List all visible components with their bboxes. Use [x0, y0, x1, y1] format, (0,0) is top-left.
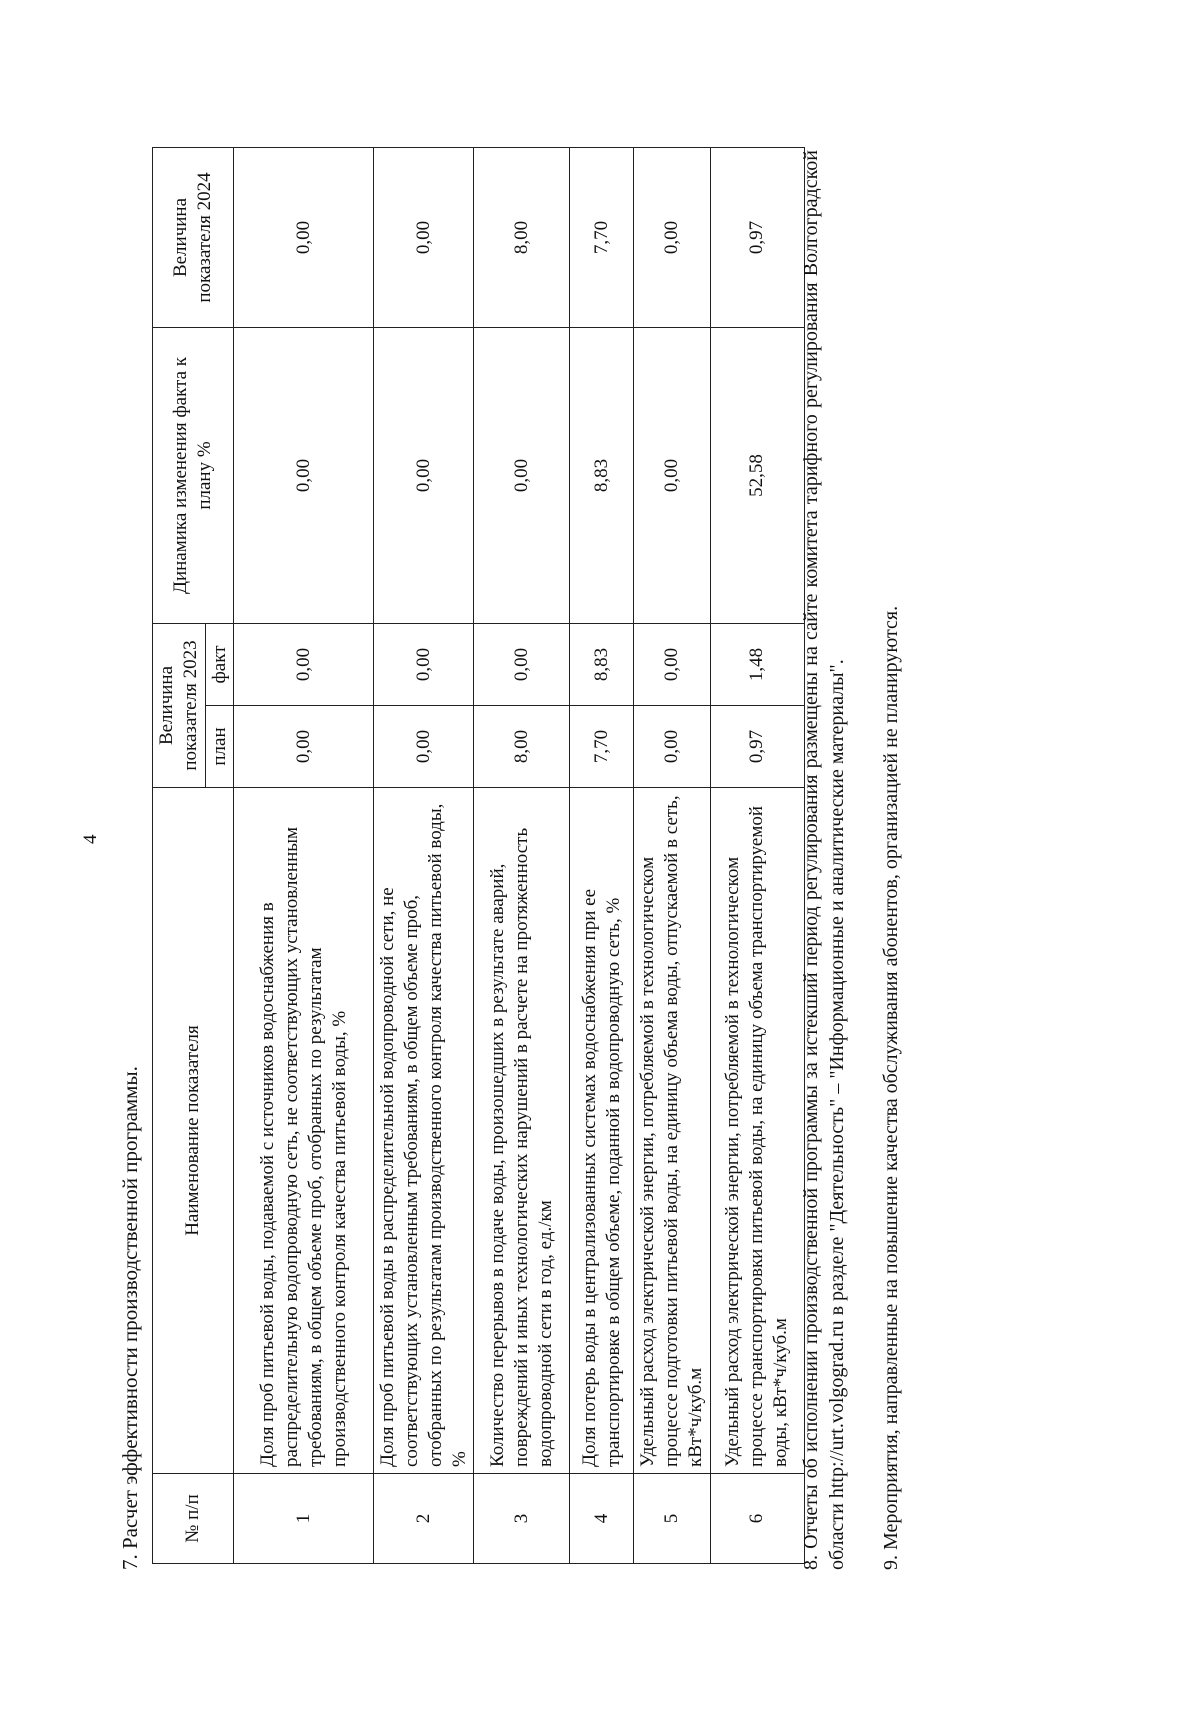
row-plan: 7,70	[570, 706, 634, 788]
row-value-2024: 0,00	[634, 148, 710, 328]
row-num: 3	[474, 1474, 570, 1564]
header-dynamics: Динамика изменения факта к плану %	[153, 328, 234, 624]
row-plan: 0,97	[710, 706, 804, 788]
row-plan: 0,00	[634, 706, 710, 788]
row-fact: 0,00	[474, 624, 570, 706]
row-fact: 1,48	[710, 624, 804, 706]
table-row	[710, 148, 804, 1564]
table-row	[634, 148, 710, 1564]
row-name: Доля потерь воды в централизованных системах водоснабжения при ее транспортировке в общем объеме, поданной в водопроводную сеть, %	[570, 788, 634, 1474]
header-plan: план	[205, 706, 234, 788]
row-fact: 0,00	[634, 624, 710, 706]
row-dynamics: 52,58	[710, 328, 804, 624]
header-fact: факт	[205, 624, 234, 706]
row-num: 1	[234, 1474, 374, 1564]
row-dynamics: 0,00	[374, 328, 474, 624]
page-number: 4	[80, 834, 101, 844]
table-body	[234, 148, 804, 1564]
row-fact: 0,00	[234, 624, 374, 706]
row-num: 2	[374, 1474, 474, 1564]
note-reports-link: 8. Отчеты об исполнении производственной программы за истекший период регулирования размещены на сайте комитета тарифного регулирования Волгоградской области http://urt.volgograd.ru в разделе "Деятельность" – "Информационные и аналитические материалы".	[800, 150, 848, 1570]
row-name: Доля проб питьевой воды в распределительной водопроводной сети, не соответствующих установленным требованиям, в общем объеме проб, отобранных по результатам производственного контроля качества питьевой воды, %	[374, 788, 474, 1474]
row-num: 4	[570, 1474, 634, 1564]
row-fact: 0,00	[374, 624, 474, 706]
table-row	[474, 148, 570, 1564]
row-name: Удельный расход электрической энергии, потребляемой в технологическом процессе подготовки питьевой воды, на единицу объема воды, отпускаемой в сеть, кВт*ч/куб.м	[634, 788, 710, 1474]
row-name: Удельный расход электрической энергии, потребляемой в технологическом процессе транспортировки питьевой воды, на единицу объема транспортируемой воды, кВт*ч/куб.м	[710, 788, 804, 1474]
table-header	[153, 148, 234, 1564]
header-value-2024: Величина показателя 2024	[153, 148, 234, 328]
header-num: № п/п	[153, 1474, 234, 1564]
table-row	[374, 148, 474, 1564]
header-name: Наименование показателя	[153, 788, 234, 1474]
row-dynamics: 8,83	[570, 328, 634, 624]
row-num: 5	[634, 1474, 710, 1564]
indicators-table	[152, 147, 805, 1564]
row-fact: 8,83	[570, 624, 634, 706]
row-plan: 0,00	[374, 706, 474, 788]
row-name: Количество перерывов в подаче воды, произошедших в результате аварий, повреждений и иных технологических нарушений в расчете на протяженность водопроводной сети в год, ед./км	[474, 788, 570, 1474]
row-plan: 8,00	[474, 706, 570, 788]
row-value-2024: 0,97	[710, 148, 804, 328]
row-plan: 0,00	[234, 706, 374, 788]
row-dynamics: 0,00	[634, 328, 710, 624]
row-dynamics: 0,00	[234, 328, 374, 624]
table-row	[570, 148, 634, 1564]
row-value-2024: 8,00	[474, 148, 570, 328]
row-value-2024: 0,00	[234, 148, 374, 328]
row-dynamics: 0,00	[474, 328, 570, 624]
row-num: 6	[710, 1474, 804, 1564]
row-value-2024: 0,00	[374, 148, 474, 328]
table-row	[234, 148, 374, 1564]
section-title: 7. Расчет эффективности производственной программы.	[118, 1066, 142, 1570]
row-value-2024: 7,70	[570, 148, 634, 328]
row-name: Доля проб питьевой воды, подаваемой с источников водоснабжения в распределительную водопроводную сеть, не соответствующих установленным требованиям, в общем объеме проб, отобранных по результатам производственного контроля качества питьевой воды, %	[234, 788, 374, 1474]
header-value-2023: Величина показателя 2023	[153, 624, 206, 788]
note-service-measures: 9. Мероприятия, направленные на повышение качества обслуживания абонентов, организацией не планируются.	[880, 605, 902, 1570]
